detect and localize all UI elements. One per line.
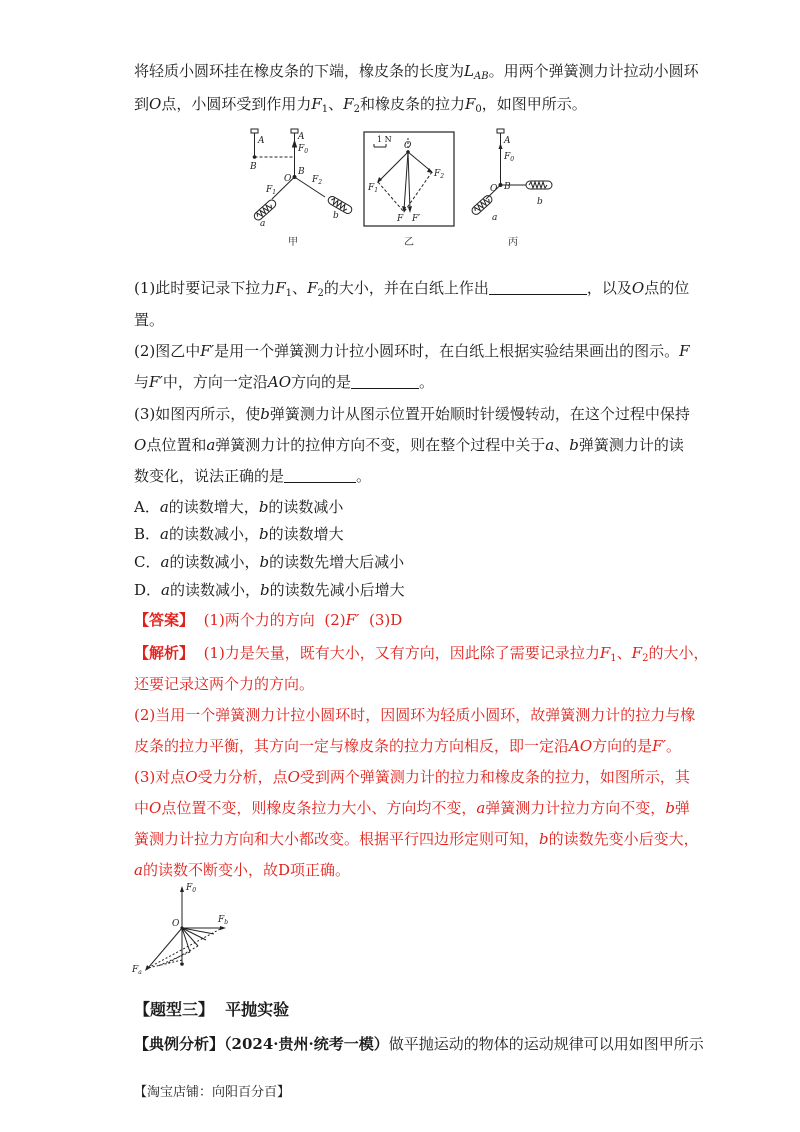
option-b[interactable]: B．a的读数减小，b的读数增大 [134, 525, 344, 543]
question-3-line-2: O点位置和a弹簧测力计的拉伸方向不变，则在整个过程中关于a、b弹簧测力计的读 [134, 436, 684, 454]
intro-line-2: 到O点，小圆环受到作用力$F_1$、$F_2$和橡皮条的拉力$F_0$，如图甲所示。 [134, 95, 587, 115]
caption-jia: 甲 [288, 237, 298, 248]
svg-text:Fa: $F_a$ [132, 965, 142, 976]
heading-tag: 【题型三】 [134, 1000, 215, 1019]
svg-text:O: O [490, 184, 498, 194]
svg-text:F2: $F_2$ [312, 175, 323, 186]
option-a[interactable]: A．a的读数增大，b的读数减小 [134, 498, 344, 516]
analysis-line-7: 簧测力计拉力方向和大小都改变。根据平行四边形定则可知，b的读数先变小后变大， [134, 830, 699, 848]
footer-shop: 【淘宝店铺：向阳百分百】 [134, 1085, 291, 1100]
svg-text:F: F [397, 214, 404, 224]
svg-text:F1: $F_1$ [266, 185, 277, 196]
analysis-line-8: a的读数不断变小，故D项正确。 [134, 861, 351, 879]
answer-blank-2[interactable] [351, 373, 419, 389]
svg-text:O: O [284, 174, 292, 184]
analysis-tag: 【解析】 [134, 644, 195, 662]
svg-text:A: A [258, 136, 265, 146]
analysis-line-1: 【解析】 (1)力是矢量，既有大小，又有方向，因此除了需要记录拉力$F_1$、$F_2$的大小， [134, 644, 709, 664]
svg-text:a: a [492, 213, 498, 223]
analysis-line-2: 还要记录这两个力的方向。 [134, 675, 315, 693]
answer-blank-1[interactable] [489, 279, 587, 295]
svg-text:a: a [260, 219, 266, 229]
question-2-line-1: (2)图乙中F′是用一个弹簧测力计拉小圆环时，在白纸上根据实验结果画出的图示。F [134, 342, 690, 360]
example-tag: 【典例分析】 [134, 1035, 225, 1053]
svg-text:A: A [504, 136, 511, 146]
svg-text:F2: $F_2$ [434, 169, 445, 180]
force-analysis-figure [130, 880, 240, 980]
svg-text:O: O [172, 919, 180, 929]
answer-tag: 【答案】 [134, 611, 195, 629]
analysis-line-3: (2)当用一个弹簧测力计拉小圆环时，因圆环为轻质小圆环，故弹簧测力计的拉力与橡 [134, 706, 696, 724]
svg-text:F0: $F_0$ [186, 883, 197, 894]
question-1-line-2: 置。 [134, 311, 165, 329]
intro-line-1: 将轻质小圆环挂在橡皮条的下端，橡皮条的长度为$L_{AB}$。用两个弹簧测力计拉动小圆环 [134, 62, 699, 82]
analysis-line-4: 皮条的拉力平衡，其方向一定与橡皮条的拉力方向相反，即一定沿AO方向的是F′。 [134, 737, 682, 755]
analysis-line-6: 中O点位置不变，则橡皮条拉力大小、方向均不变，a弹簧测力计拉力方向不变，b弹 [134, 799, 690, 817]
caption-bing: 丙 [508, 237, 518, 248]
svg-text:B: B [298, 167, 305, 177]
svg-text:F1: $F_1$ [368, 183, 379, 194]
svg-text:F0: $F_0$ [504, 152, 515, 163]
option-d[interactable]: D．a的读数减小，b的读数先减小后增大 [134, 581, 405, 599]
scale-label: 1 N [377, 135, 392, 144]
heading-title: 平抛实验 [225, 1000, 290, 1019]
question-2-line-2: 与F′中，方向一定沿AO方向的是 。 [134, 373, 435, 391]
figure-yi [362, 130, 458, 250]
svg-text:O: O [404, 141, 412, 151]
question-1-line-1: (1)此时要记录下拉力$F_1$、$F_2$的大小，并在白纸上作出 ，以及O点的位 [134, 279, 690, 299]
svg-text:F′: F′ [412, 214, 421, 224]
example-line: 【典例分析】（2024·贵州·统考一模）做平抛运动的物体的运动规律可以用如图甲所示 [134, 1035, 704, 1053]
question-3-line-3: 数变化，说法正确的是 。 [134, 467, 372, 485]
caption-yi: 乙 [404, 237, 414, 248]
answer-blank-3[interactable] [284, 467, 356, 483]
svg-text:A: A [298, 132, 305, 142]
svg-text:B: B [250, 162, 257, 172]
answer-line: 【答案】 (1)两个力的方向 (2)F′ (3)D [134, 611, 403, 629]
section-heading [134, 1000, 289, 1020]
svg-text:b: b [537, 197, 543, 207]
svg-text:F0: $F_0$ [298, 144, 309, 155]
question-3-line-1: (3)如图丙所示，使b弹簧测力计从图示位置开始顺时针缓慢转动，在这个过程中保持 [134, 405, 690, 423]
figure-jia [230, 125, 360, 250]
svg-text:B: B [504, 182, 511, 192]
svg-text:b: b [333, 211, 339, 221]
analysis-line-5: (3)对点O受力分析，点O受到两个弹簧测力计的拉力和橡皮条的拉力，如图所示，其 [134, 768, 690, 786]
figure-bing [470, 125, 580, 250]
svg-text:Fb: $F_b$ [218, 915, 229, 926]
option-c[interactable]: C．a的读数减小，b的读数先增大后减小 [134, 553, 405, 571]
